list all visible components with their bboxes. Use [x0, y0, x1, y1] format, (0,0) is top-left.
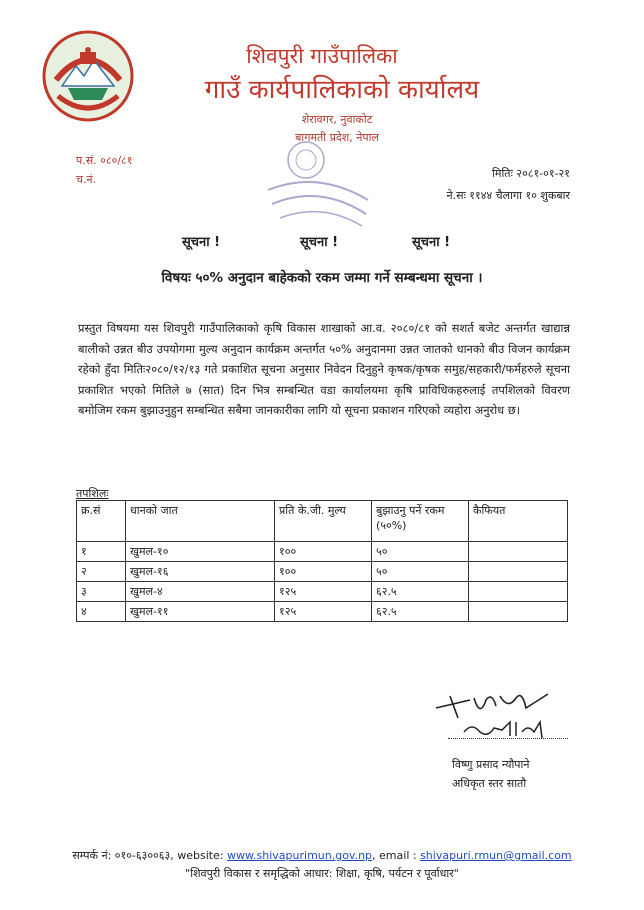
table-row [77, 602, 568, 622]
header-price: प्रति के.जी. मुल्य [275, 501, 372, 542]
footer-contact [0, 848, 644, 863]
cell-amount: ६२.५ [372, 602, 469, 622]
header-amount: बुझाउनु पर्ने रकम (५०%) [372, 501, 469, 542]
cell-amount: ५० [372, 562, 469, 582]
table-row [77, 582, 568, 602]
notice-heading-1: सूचना ! [182, 235, 221, 250]
cell-variety: खुमल-११ [126, 602, 275, 622]
office-name: गाउँ कार्यपालिकाको कार्यालय [204, 75, 480, 105]
cell-price: १०० [275, 562, 372, 582]
email-link[interactable]: shivapuri.rmun@gmail.com [420, 849, 572, 862]
cell-remarks [469, 602, 568, 622]
cell-price: १०० [275, 542, 372, 562]
date-line-2: ने.सः ११४४ चैलागा १० शुकबार [446, 189, 570, 202]
cell-remarks [469, 542, 568, 562]
header-serial: क्र.सं [77, 501, 126, 542]
table-label: तपशिलः [76, 487, 109, 500]
date-line-1: मितिः २०८१-०१-२१ [492, 167, 570, 180]
email-prefix: , email : [372, 849, 421, 862]
cell-serial: ३ [77, 582, 126, 602]
body-paragraph: प्रस्तुत विषयमा यस शिवपुरी गाउँपालिकाको कृषि विकास शाखाको आ.व. २०८०/८१ को सशर्त बजेट अन्तर्गत खाद्यान्न बालीको उन्नत बीउ उपयोगमा मुल्य अनुदान कार्यक्रम अन्तर्गत ५०% अनुदानमा उन्नत जातको धानको बीउ विजन कार्यक्रम रहेको हुँदा मितिः२०८०/१२/१३ गते प्रकाशित सूचना अनुसार निवेदन दिनुहुने कृषक/कृषक समुह/सहकारी/फर्महरुले सूचना प्रकाशित भएको मितिले ७ (सात) दिन भित्र सम्बन्धित वडा कार्यालयमा कृषि प्राविधिकहरुलाई तपशिलको विवरण बमोजिम रकम बुझाउनुहुन सम्बन्धित सबैमा जानकारीका लागि यो सूचना प्रकाशन गरिएको व्यहोरा अनुरोध छ। [78, 321, 570, 417]
cell-amount: ६२.५ [372, 582, 469, 602]
cell-serial: १ [77, 542, 126, 562]
signatory-block [452, 755, 530, 793]
address-line-2: बागमती प्रदेश, नेपाल [295, 131, 379, 144]
contact-prefix: सम्पर्क नं: ०१०-६३००६३, website: [72, 849, 228, 862]
header-variety: धानको जात [126, 501, 275, 542]
cell-amount: ५० [372, 542, 469, 562]
signatory-name: विष्णु प्रसाद न्यौपाने [452, 758, 530, 771]
dispatch-number: च.नं. [76, 173, 97, 186]
signature-line [448, 738, 568, 739]
header-remarks: कैफियत [469, 501, 568, 542]
cell-variety: खुमल-४ [126, 582, 275, 602]
cell-serial: ४ [77, 602, 126, 622]
handwritten-signature [430, 688, 570, 748]
cell-remarks [469, 562, 568, 582]
footer-motto: "शिवपुरी विकास र समृद्धिको आधार: शिक्षा, कृषि, पर्यटन र पूर्वाधार" [185, 867, 459, 880]
signatory-designation: अधिकृत स्तर सातौ [452, 777, 527, 790]
address-line-1: शेरावगर, नुवाकोट [301, 113, 373, 126]
cell-price: १२५ [275, 602, 372, 622]
notice-heading-2: सूचना ! [300, 235, 339, 250]
cell-variety: खुमल-१० [126, 542, 275, 562]
table-row [77, 562, 568, 582]
cell-variety: खुमल-१६ [126, 562, 275, 582]
cell-price: १२५ [275, 582, 372, 602]
cell-serial: २ [77, 562, 126, 582]
notice-heading-3: सूचना ! [412, 235, 451, 250]
municipality-name: शिवपुरी गाउँपालिका [246, 44, 398, 68]
letter-number: प.सं. ०८०/८१ [76, 154, 133, 167]
website-link[interactable]: www.shivapurimun.gov.np [227, 849, 373, 862]
table-row [77, 542, 568, 562]
rate-table [76, 500, 568, 622]
table-header-row [77, 501, 568, 542]
subject-line: विषयः ५०% अनुदान बाहेकको रकम जम्मा गर्ने सम्बन्धमा सूचना । [161, 270, 483, 286]
office-stamp [258, 130, 376, 234]
cell-remarks [469, 582, 568, 602]
